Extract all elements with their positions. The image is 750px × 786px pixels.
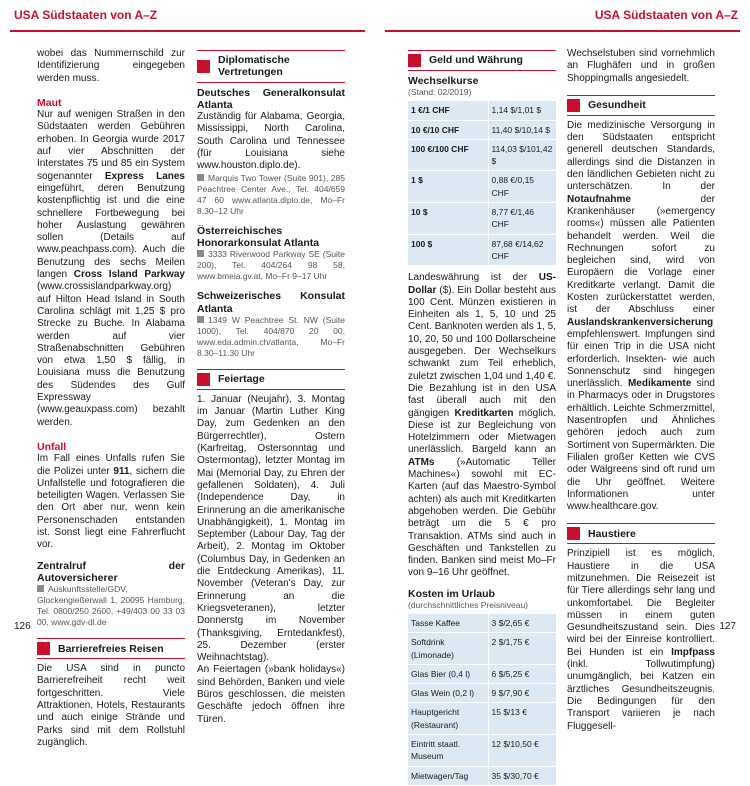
table-row xyxy=(408,664,556,683)
wechselkurse-heading: Wechselkurse xyxy=(408,75,479,87)
generalkonsulat-text: Zuständig für Alabama, Georgia, Mississippi, North Carolina, South Carolina und Tennessee (für Louisiana siehe www.houston.diplo.de). xyxy=(197,111,345,172)
geld-box-heading: Geld und Währung xyxy=(408,50,556,71)
wechselstuben-text: Wechselstuben sind vornehmlich an Flughäfen und in großen Shoppingmalls angesiedelt. xyxy=(567,48,715,84)
table-row xyxy=(408,139,556,171)
red-square-icon xyxy=(567,99,580,112)
page-number-left: 126 xyxy=(14,621,31,632)
red-square-icon xyxy=(197,60,210,73)
feiertage-text: 1. Januar (Neujahr), 3. Montag im Januar (Martin Luther King Day, zum Gedenken an den Bürgerrechtler), Ostern (Karfreitag, Ostersonntag und Ostermontag), letzter Montag im Mai (Memorial Day, zu Ehren der gefallenen Soldaten), 4. Juli (Independence Day, in Erinnerung an die amerikanische Unabhängigkeit), 1. Montag im September (Labour Day, Tag der Arbeit), 2. Montag im Oktober (Columbus Day, in Gedenken an die Entdeckung Amerikas), 11. November (Veteran's Day, zur Erinnerung an die Kriegsveteranen), letzter Donnerstg im November (Thanksgiving, Erntedankfest), 25. Dezember (erster Weihnachtstag). xyxy=(197,393,345,664)
table-cell-value: 8,77 €/1,46 CHF xyxy=(488,203,556,235)
column-2 xyxy=(197,48,345,726)
schweiz-konsulat-address: 1349 W Peachtree St. NW (Suite 1000), Tel. 404/870 20 00, www.eda.admin.ch/atlanta, Mo–Fr 8.30–11.30 Uhr xyxy=(197,314,345,358)
unfall-text: Im Fall eines Unfalls rufen Sie die Polizei unter 911, sichern die Unfallstelle und fotografieren die beteiligten Wagen. Verlassen Sie den Ort aber nur, wenn kein Personenschaden entstanden ist. Sonst liegt eine Fahrerflucht vor. xyxy=(37,453,186,551)
header-rule-left xyxy=(10,30,365,32)
table-cell-label: 1 €/1 CHF xyxy=(408,101,488,120)
table-row xyxy=(408,633,556,665)
table-row xyxy=(408,171,556,203)
column-4 xyxy=(567,48,715,733)
feiertage-text-2: An Feiertagen (»bank holidays«) sind Behörden, Banken und viele Büros geschlossen, die meisten Geschäfte jedoch öffnen ihre Türen. xyxy=(197,664,345,725)
kosten-heading: Kosten im Urlaub xyxy=(408,587,495,600)
haustiere-box-heading: Haustiere xyxy=(567,523,715,544)
kosten-subheading: (durchschnittliches Preisniveau) xyxy=(408,599,528,610)
wechselkurse-table xyxy=(408,101,556,266)
geld-text: Landeswährung ist der US-Dollar ($). Ein Dollar besteht aus 100 Cent. Münzen existieren in Einheiten als 1, 5, 10 und 25 Cent. Banknoten werden als 1, 5, 10, 20, 50 und 100 Dollarscheine ausgegeben. Der Wechselkurs schwankt zum Teil erheblich, zuletzt zwischen 1,04 und 1,40 €. Die Bezahlung ist in den USA fast überall auch mit den gängigen Kreditkarten möglich. Diese ist zur Begleichung von Hotelzimmern oder Mietwagen unerlässlich. Bargeld kann an ATMs (»Automatic Teller Machines«) sowohl mit EC-Karten (auf das Maestro-Symbol achten) als auch mit Kreditkarten abgehoben werden. Die Gebühr beträgt um die 5 € pro Transaktion. ATMs sind auch in Geschäften und Tankstellen zu finden. Banken sind meist Mo–Fr von 9–16 Uhr geöffnet. xyxy=(408,272,557,579)
red-square-icon xyxy=(37,642,50,655)
table-cell-value: 114,03 $/101,42 $ xyxy=(488,139,556,171)
running-header-left: USA Südstaaten von A–Z xyxy=(14,8,158,22)
honorarkonsulat-address: 3333 Riverwood Parkway SE (Suite 200), Tel. 404/264 98 58, www.bmeia.gv.at, Mo–Fr 9–17 Uhr xyxy=(197,249,345,282)
address-square-icon xyxy=(197,174,204,181)
table-row xyxy=(408,234,556,266)
table-cell-label: 100 €/100 CHF xyxy=(408,139,488,171)
table-cell-value: 11,40 $/10,14 $ xyxy=(488,120,556,139)
header-rule-right xyxy=(385,30,740,32)
column-1 xyxy=(37,48,185,749)
haustiere-text: Prinzipiell ist es möglich, Haustiere in die USA mitzunehmen. Die Reisezeit ist für Tiere allerdings sehr lang und unkomfortabel. Die Begleiter müssen in einem guten Gesundheitszustand sein. Dies wird bei der Einreise kontrolliert. Bei Hunden ist ein Impfpass (inkl. Tollwutimpfung) unumgänglich, bei Katzen ein ärztliches Gesundheitszeugnis. Die Bedingungen für den Transport variieren je nach Fluggesell- xyxy=(567,548,715,732)
table-row xyxy=(408,614,556,633)
gesundheit-box-heading: Gesundheit xyxy=(567,95,715,116)
table-row xyxy=(408,735,556,767)
kosten-table xyxy=(408,614,556,786)
zentralruf-heading: Zentralruf der Autoversicherer xyxy=(37,559,185,584)
table-cell-value: 0,88 €/0,15 CHF xyxy=(488,171,556,203)
honorarkonsulat-heading: Österreichisches Honorarkonsulat Atlanta xyxy=(197,224,320,249)
table-row xyxy=(408,766,556,785)
table-row xyxy=(408,101,556,120)
table-row xyxy=(408,120,556,139)
table-cell-value: 9 $/7,90 € xyxy=(488,684,556,703)
schweiz-konsulat-heading: Schweizerisches Konsulat Atlanta xyxy=(197,290,345,315)
table-cell-value: 2 $/1,75 € xyxy=(488,633,556,665)
page-number-right: 127 xyxy=(719,621,736,632)
table-cell-value: 87,68 €/14,62 CHF xyxy=(488,234,556,266)
generalkonsulat-address: Marquis Two Tower (Suite 901), 285 Peachtree Center Ave., Tel. 404/659 47 60 www.atlanta.diplo.de, Mo–Fr 8.30–12 Uhr xyxy=(197,172,345,216)
address-square-icon xyxy=(37,585,44,592)
table-cell-value: 12 $/10,50 € xyxy=(488,735,556,767)
red-square-icon xyxy=(567,527,580,540)
diplomatische-box-heading: Diplomatische Vertretungen xyxy=(197,50,345,83)
maut-text: Nur auf wenigen Straßen in den Südstaaten werden Gebühren erhoben. In Georgia wurde 2017 auf vier Abschnitten der Interstates 75 und 85 ein System sogenannter Express Lanes eingeführt, deren Benutzung kostenpflichtig ist und die eine schnellere Fortbewegung bei hoher Auslastung gewähren sollen (Details auf www.peachpass.com). Auch die Benutzung des sechs Meilen langen Cross Island Parkway (www.crossislandparkway.org) auf Hilton Head Island in South Carolina schlägt mit 1,25 $ pro Strecke zu Buche. In Alabama werden auf vier Straßenabschnitten Gebühren von etwa 1,50 $ fällig, in Louisiana muss die Benutzung des Südendes des Gulf Expressway (www.geauxpass.com) bezahlt werden. xyxy=(37,109,185,428)
table-cell-value: 6 $/5,25 € xyxy=(488,664,556,683)
intro-text: wobei das Nummernschild zur Identifizierung eingegeben werden muss. xyxy=(37,48,185,84)
table-cell-label: Softdrink (Limonade) xyxy=(408,633,488,665)
table-cell-label: Glas Wein (0,2 l) xyxy=(408,684,488,703)
table-row xyxy=(408,203,556,235)
table-cell-value: 15 $/13 € xyxy=(488,703,556,735)
barrierefrei-text: Die USA sind in puncto Barrierefreiheit recht weit fortgeschritten. Viele Attraktionen, Hotels, Restaurants und auch einige Strände und Parks sind mit dem Rollstuhl zugänglich. xyxy=(37,663,185,748)
table-cell-label: 1 $ xyxy=(408,171,488,203)
table-cell-label: Glas Bier (0,4 l) xyxy=(408,664,488,683)
table-cell-label: Tasse Kaffee xyxy=(408,614,488,633)
table-cell-label: Eintritt staatl. Museum xyxy=(408,735,488,767)
address-square-icon xyxy=(197,316,204,323)
table-cell-label: 10 €/10 CHF xyxy=(408,120,488,139)
maut-heading: Maut xyxy=(37,96,62,109)
table-cell-label: 10 $ xyxy=(408,203,488,235)
address-square-icon xyxy=(197,250,204,257)
table-cell-label: 100 $ xyxy=(408,234,488,266)
red-square-icon xyxy=(197,373,210,386)
unfall-heading: Unfall xyxy=(37,440,67,453)
table-cell-label: Hauptgericht (Restaurant) xyxy=(408,703,488,735)
table-cell-value: 1,14 $/1,01 $ xyxy=(488,101,556,120)
table-row xyxy=(408,684,556,703)
zentralruf-address: Auskunftsstelle/GDV, Glockengießerwall 1, 20095 Hamburg, Tel. 0800/250 2600, +49/403 00 33 03 00, www.gdv-dl.de xyxy=(37,584,185,628)
gesundheit-text: Die medizinische Versorgung in den Südstaaten entspricht generell deutschen Standards, allerdings sind die Distanzen in den ländlichen Gebieten nicht zu unterschätzen. In der Notaufnahme der Krankenhäuser (»emergency rooms«) müssen alle Patienten behandelt werden. Weil die Rechnungen sofort zu begleichen sind, wird von Europäern die Vorlage einer Kreditkarte verlangt. Damit die Kosten zurückerstattet werden, ist der Abschluss einer Auslandskrankenversicherung empfehlenswert. Impfungen sind für einen Trip in die USA nicht erforderlich. Insekten- wie auch Sonnenschutz sind hingegen unerlässlich. Medikamente sind in Pharmacys oder in Drugstores erhältlich. Leichte Schmerzmittel, Nasentropfen und Ähnliches gehören jedoch auch zum Sortiment von Supermärkten. Die Filialen großer Ketten wie CVS oder Walgreens sind oft rund um die Uhr geöffnet. Weitere Informationen unter www.healthcare.gov. xyxy=(567,119,715,513)
table-cell-value: 3 $/2,65 € xyxy=(488,614,556,633)
running-header-right: USA Südstaaten von A–Z xyxy=(594,8,738,22)
feiertage-box-heading: Feiertage xyxy=(197,369,345,390)
table-cell-value: 35 $/30,70 € xyxy=(488,766,556,785)
wechselkurse-stand: (Stand: 02/2019) xyxy=(408,87,472,98)
red-square-icon xyxy=(408,54,421,67)
barrierefrei-box-heading: Barrierefreies Reisen xyxy=(37,638,185,659)
table-cell-label: Mietwagen/Tag xyxy=(408,766,488,785)
column-3 xyxy=(408,48,556,786)
table-row xyxy=(408,703,556,735)
generalkonsulat-heading: Deutsches Generalkonsulat Atlanta xyxy=(197,86,345,111)
